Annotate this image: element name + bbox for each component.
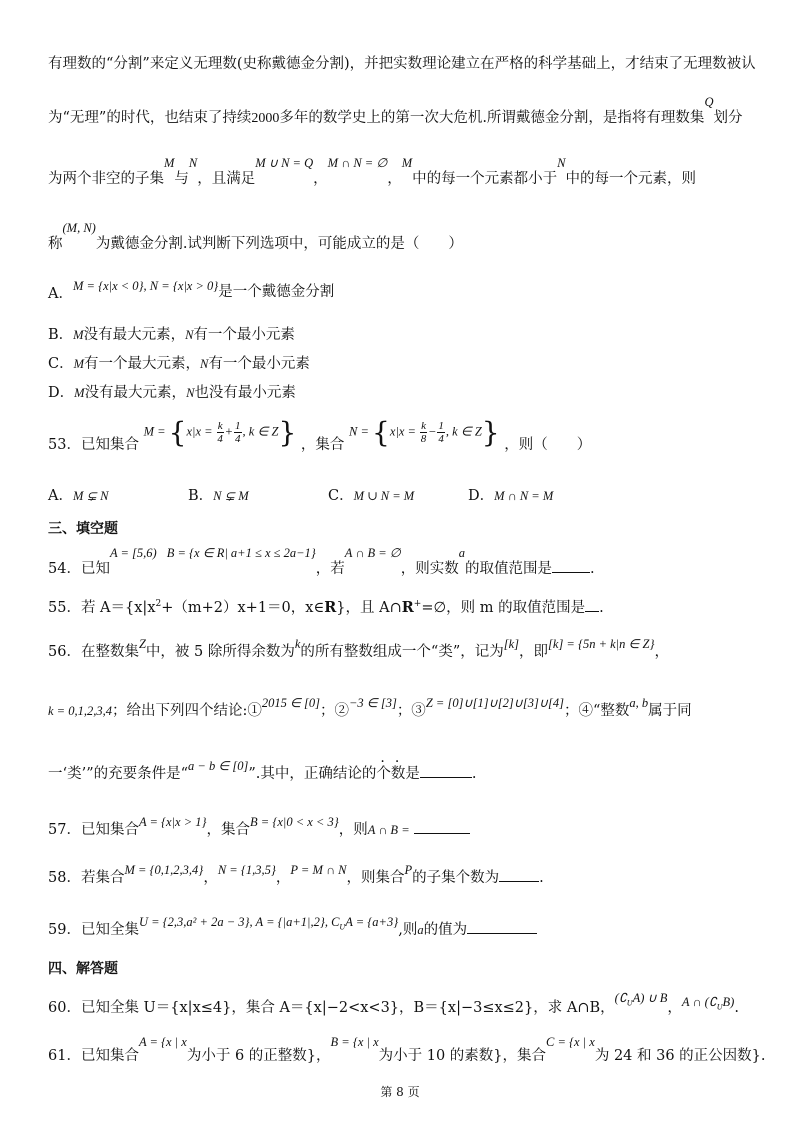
math: x|x = — [186, 424, 213, 439]
text: 中的每一个元素都小于 — [412, 171, 558, 187]
math-claim-2: −3 ∈ [3] — [349, 696, 397, 710]
math-a: a — [417, 923, 424, 937]
math-B: B = {x ∈ R| a+1 ≤ x ≤ 2a−1} — [166, 546, 316, 560]
option-c — [328, 484, 414, 505]
text: 的值为 — [423, 922, 468, 938]
math-a: a — [458, 546, 465, 560]
brace-left: { — [168, 416, 187, 449]
math: A = {a+3} — [345, 915, 399, 929]
text: . — [539, 870, 544, 886]
option-label: C． — [328, 488, 354, 504]
text: 为“无理”的时代，也结束了持续 — [48, 110, 252, 126]
math: , k ∈ Z — [445, 424, 482, 439]
text: 54．已知 — [48, 561, 110, 577]
text: 的子集个数为 — [412, 870, 500, 886]
number: 2000 — [251, 111, 280, 126]
math-claim-1: 2015 ∈ [0] — [261, 696, 320, 710]
paragraph-line-2 — [48, 95, 756, 127]
answer-blank[interactable] — [585, 599, 599, 612]
math: A) ∪ B — [632, 991, 668, 1005]
text: 59．已知全集 — [48, 922, 139, 938]
text: 多年的数学史上的第一次大危机.所谓戴德金分割，是指将有理数集 — [279, 110, 705, 126]
text: 的取值范围是 — [464, 561, 552, 577]
text: 称 — [48, 236, 63, 252]
math: + — [224, 424, 234, 439]
answer-blank[interactable] — [552, 560, 590, 573]
math-claim-4: a − b ∈ [0] — [188, 759, 249, 773]
math-set-M — [144, 416, 297, 449]
text: 是 — [405, 766, 420, 782]
math: , k ∈ Z — [242, 424, 279, 439]
superscript: 2 — [155, 599, 162, 610]
bold-R: R — [401, 599, 414, 616]
text: ， — [667, 1000, 682, 1016]
paragraph-line-1 — [48, 52, 756, 73]
text: 与 — [174, 171, 189, 187]
math-sets: M = {x|x < 0}, N = {x|x > 0} — [72, 279, 219, 293]
question-56-line-3: 一‘类’”的充要条件是“a − b ∈ [0]”.其中，正确结论的个数是 . — [48, 759, 477, 782]
text: 56．在整数集 — [48, 644, 139, 660]
math: A ∩ (∁ — [681, 995, 717, 1009]
text: 61．已知集合 — [48, 1048, 139, 1064]
text: 53．已知集合 — [48, 436, 139, 453]
math-k: k — [294, 637, 301, 651]
numerator: k — [217, 420, 223, 432]
question-57 — [48, 815, 756, 839]
math-C: C = {x | x — [546, 1035, 595, 1049]
math-N: N — [200, 357, 209, 371]
text: 为小于 10 的素数}，集合 — [378, 1048, 547, 1064]
text: 为戴德金分割.试判断下列选项中，可能成立的是（ ） — [95, 236, 463, 252]
math-N: N — [188, 156, 198, 170]
math-complement-1 — [614, 991, 668, 1008]
math: (∁ — [614, 991, 627, 1005]
math: U = {2,3,a² + 2a − 3}, A = {|a+1|,2}, C — [138, 915, 340, 929]
numerator: k — [421, 420, 426, 432]
text: . — [734, 1000, 739, 1016]
math-A: A = [5,6) — [109, 546, 157, 560]
paragraph-line-3 — [48, 156, 756, 188]
question-56-line-2 — [48, 696, 756, 720]
text: 没有最大元素， — [84, 385, 187, 401]
text: ，则 — [338, 822, 368, 838]
math-sets — [138, 915, 399, 932]
answer-blank[interactable] — [467, 921, 537, 934]
text: ；② — [320, 703, 349, 719]
text: ,则 — [398, 922, 418, 938]
subscript: U — [716, 1002, 723, 1012]
answer-blank[interactable] — [420, 765, 472, 778]
text: 中，被 5 除所得余数为 — [145, 644, 295, 660]
math-M: M — [164, 156, 175, 170]
math-M: M — [73, 357, 85, 371]
answer-blank[interactable] — [414, 821, 470, 834]
math-N: N — [185, 328, 194, 342]
question-53 — [48, 416, 756, 453]
math-B: B = {x|0 < x < 3} — [250, 815, 339, 829]
text: ”.其中，正确结论的 — [248, 766, 377, 782]
text: ；③ — [396, 703, 426, 719]
text: 的所有整数组成一个“类”，记为 — [300, 644, 504, 660]
text: 57．已知集合 — [48, 822, 139, 838]
emphasis-char: 个 — [376, 766, 391, 782]
math-P: P = M ∩ N — [290, 863, 347, 877]
text: ， — [654, 644, 670, 660]
denominator: 4 — [217, 433, 223, 445]
text: 有一个最小元素 — [208, 356, 310, 372]
math-ab: a, b — [629, 696, 649, 710]
page-number: 第 8 页 — [380, 1085, 420, 1099]
math-M: M — [74, 386, 85, 400]
math-result: A ∩ B = — [367, 823, 410, 837]
math-M: M = {0,1,2,3,4} — [124, 863, 204, 877]
superscript: + — [413, 599, 422, 610]
math-intersect-empty: M ∩ N = ∅ — [327, 156, 388, 170]
math-A: A = {x | x — [138, 1035, 187, 1049]
denominator: 4 — [235, 433, 241, 445]
numerator: 1 — [438, 420, 444, 432]
option-d — [48, 381, 756, 402]
text: +（m+2）x+1＝0，x∈ — [161, 600, 325, 616]
math-definition: [k] = {5n + k|n ∈ Z} — [548, 637, 655, 651]
text: 中的每一个元素，则 — [565, 171, 697, 187]
denominator: 8 — [420, 433, 427, 445]
option-label: B． — [188, 488, 214, 504]
math-union-eq: M ∪ N = Q — [255, 156, 314, 170]
question-58: 58．若集合M = {0,1,2,3,4}，N = {1,3,5}，P = M ∩ N，则集合P的子集个数为 . — [48, 863, 544, 886]
math-M: M — [401, 156, 413, 170]
text: 是一个戴德金分割 — [218, 284, 335, 300]
bold-R: R — [324, 599, 337, 616]
text: ，则（ ） — [504, 436, 592, 453]
text: 为两个非空的子集 — [48, 171, 164, 187]
fraction — [420, 420, 427, 445]
question-56-line-1 — [48, 637, 756, 661]
math: N = — [348, 424, 369, 439]
question-61 — [48, 1035, 766, 1065]
math-P: P — [404, 863, 413, 877]
math: M ∪ N = M — [353, 489, 415, 503]
math-claim-3: Z = [0]∪[1]∪[2]∪[3]∪[4] — [425, 696, 564, 710]
option-label: C． — [48, 356, 74, 372]
brace-right: } — [481, 416, 500, 449]
option-label: A． — [48, 286, 73, 302]
option-label: D． — [48, 385, 75, 401]
text: }，且 A∩ — [336, 600, 402, 616]
brace-left: { — [372, 416, 390, 449]
option-a — [48, 484, 108, 505]
math: M = — [143, 424, 166, 439]
math: B) — [722, 995, 735, 1009]
math-cond: A ∩ B = ∅ — [344, 546, 401, 560]
option-b — [188, 484, 249, 505]
text: ；给出下列四个结论:① — [111, 703, 262, 719]
math-Q: Q — [704, 95, 714, 109]
text: 也没有最小元素 — [194, 385, 296, 401]
text: ；④“整数 — [563, 703, 630, 719]
fraction — [234, 420, 242, 445]
text: 60．已知全集 U＝{x|x≤4}，集合 A＝{x|−2<x<3}，B＝{x|−3≤x≤2}，求 A∩B， — [48, 1000, 615, 1016]
math: N ⊊ M — [213, 489, 249, 503]
text: ，集合 — [300, 436, 345, 453]
text: ，则集合 — [346, 870, 405, 886]
text: ，若 — [315, 561, 345, 577]
text: 有一个最小元素 — [193, 327, 295, 343]
numerator: 1 — [235, 420, 241, 432]
text: 58．若集合 — [48, 870, 125, 886]
math-M: M — [73, 328, 84, 342]
text: 55．若 A＝{x|x — [48, 600, 156, 616]
math: − — [427, 424, 437, 439]
text: 没有最大元素， — [83, 327, 186, 343]
option-c — [48, 352, 756, 373]
text: ，则实数 — [400, 561, 459, 577]
text: 属于同 — [648, 703, 692, 719]
math-class: [k] — [503, 637, 520, 651]
option-b — [48, 323, 756, 344]
option-a — [48, 279, 756, 303]
text: ，集合 — [206, 822, 251, 838]
text: 为小于 6 的正整数}， — [186, 1048, 331, 1064]
emphasis-char: 数 — [390, 766, 406, 782]
fraction — [217, 420, 224, 445]
answer-blank[interactable] — [499, 869, 539, 882]
math-B: B = {x | x — [330, 1035, 379, 1049]
math: M ⊊ N — [72, 489, 109, 503]
fraction — [437, 420, 445, 445]
text: ， — [313, 171, 328, 187]
question-55: 55．若 $A=\{x|x^2+(m+2)x+1=0$，x∈R}，且 A∩R+=∅，则 m 的取值范围是 . — [48, 599, 604, 616]
question-60 — [48, 991, 756, 1018]
option-label: B． — [48, 327, 74, 343]
option-label: D． — [468, 488, 495, 504]
text: 有理数的“分割”来定义无理数(史称戴德金分割)，并把实数理论建立在严格的科学基础上，才结束了无理数被认 — [48, 56, 756, 72]
text: 有一个最大元素， — [84, 356, 201, 372]
math-MN: (M, N) — [62, 221, 96, 235]
math-complement-2 — [681, 995, 735, 1012]
subscript: U — [626, 998, 633, 1008]
option-label: A． — [48, 488, 73, 504]
math-Z: Z — [138, 637, 146, 651]
math-A: A = {x|x > 1} — [138, 815, 207, 829]
text: 划分 — [713, 110, 743, 126]
math-N: N = {1,3,5} — [217, 863, 276, 877]
option-d — [468, 484, 553, 505]
text: 一‘类’”的充要条件是“ — [48, 766, 189, 782]
text: ，即 — [519, 644, 549, 660]
math-set-N — [349, 416, 500, 449]
brace-right: } — [278, 416, 297, 449]
text: ，且满足 — [197, 171, 256, 187]
subscript: U — [339, 922, 346, 932]
math-k-values: k = 0,1,2,3,4 — [48, 704, 112, 718]
denominator: 4 — [438, 433, 444, 445]
math-N: N — [186, 386, 195, 400]
math-N: N — [557, 156, 566, 170]
paragraph-line-4 — [48, 221, 756, 253]
math: x|x = — [389, 424, 416, 439]
text: =∅，则 m 的取值范围是 — [421, 600, 586, 616]
question-59 — [48, 915, 756, 940]
text: ， — [387, 171, 402, 187]
section-title-solutions: 四、解答题 — [48, 961, 118, 977]
section-title-fill-in: 三、填空题 — [48, 521, 118, 537]
question-54: 54．已知A = [5,6) B = {x ∈ R| a+1 ≤ x ≤ 2a−1}，若A ∩ B = ∅，则实数a的取值范围是 . — [48, 546, 595, 577]
math: M ∩ N = M — [494, 489, 554, 503]
text: 为 24 和 36 的正公因数}. — [594, 1048, 766, 1064]
